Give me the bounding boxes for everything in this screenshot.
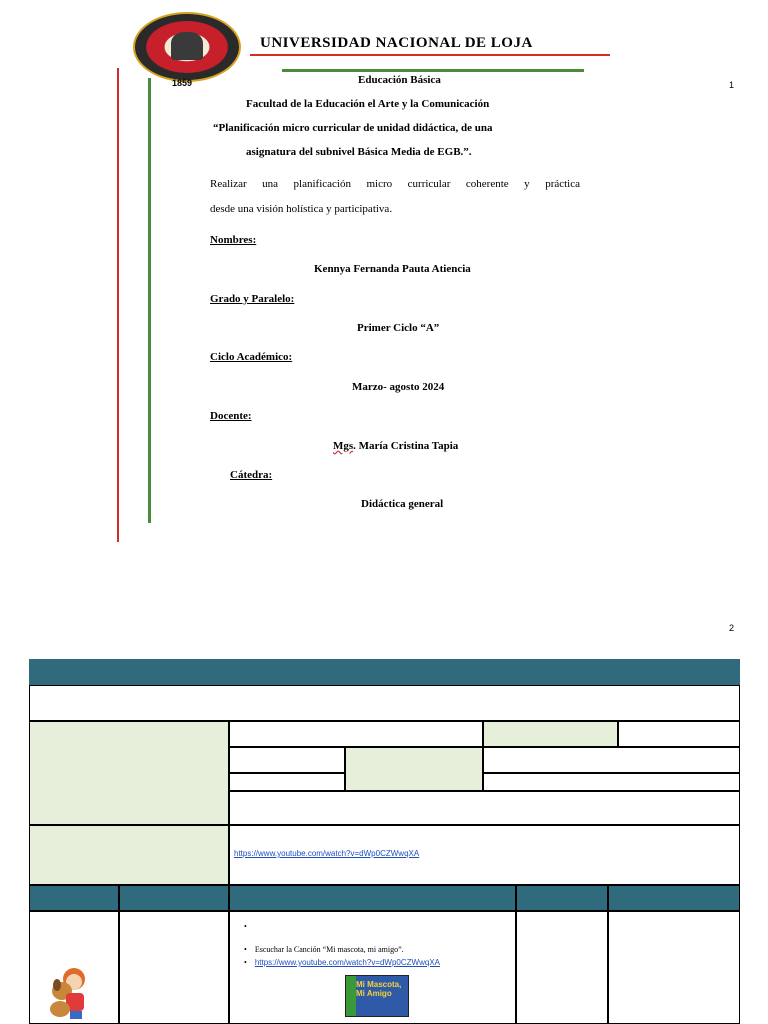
- column-header: [229, 885, 516, 911]
- child-with-dog-icon: [48, 965, 94, 1021]
- value-cell: [483, 773, 740, 791]
- university-title: UNIVERSIDAD NACIONAL DE LOJA: [260, 35, 533, 51]
- label-cell-green-2: [483, 721, 618, 747]
- title-line-2: asignatura del subnivel Básica Media de EGB.”.: [246, 146, 472, 158]
- teacher-prefix: Mgs: [333, 440, 354, 452]
- course-label: Cátedra:: [230, 469, 273, 481]
- column-header: [29, 885, 119, 911]
- table-cell: [608, 911, 740, 1024]
- names-label: Nombres:: [210, 234, 257, 246]
- label-cell-green-4: [29, 825, 229, 885]
- song-thumbnail[interactable]: [345, 975, 409, 1017]
- seal-emblem-icon: [171, 32, 203, 60]
- cycle-label: Ciclo Académico:: [210, 351, 293, 363]
- resource-cell: [229, 825, 740, 885]
- header-red-rule: [250, 54, 610, 56]
- table-cell: [516, 911, 608, 1024]
- seal-year: 1859: [172, 78, 193, 88]
- value-cell: [229, 721, 483, 747]
- column-header: [119, 885, 229, 911]
- page-number-1: 1: [729, 80, 735, 90]
- thumbnail-stripe: [346, 976, 356, 1016]
- page-number-2: 2: [729, 623, 735, 633]
- value-cell: [229, 773, 345, 791]
- university-seal: [133, 12, 241, 82]
- cycle-value: Marzo- agosto 2024: [352, 381, 445, 393]
- label-cell-green-3: [345, 747, 483, 791]
- bullet-song: • Escuchar la Canción “Mi mascota, mi amigo”.: [244, 945, 404, 954]
- column-header: [608, 885, 740, 911]
- bullet-link-item: • https://www.youtube.com/watch?v=dWp0CZWwqXA: [244, 958, 440, 967]
- column-header: [516, 885, 608, 911]
- course-value: Didáctica general: [361, 498, 444, 510]
- grade-label: Grado y Paralelo:: [210, 293, 295, 305]
- song-text: Escuchar la Canción “Mi mascota, mi amigo”.: [254, 945, 404, 954]
- table-cell: [119, 911, 229, 1024]
- value-cell: [483, 747, 740, 773]
- header-green-rule: [282, 69, 584, 72]
- program-name: Educación Básica: [358, 74, 441, 86]
- grade-value: Primer Ciclo “A”: [357, 322, 440, 334]
- table-row-info: [29, 685, 740, 721]
- teacher-value: [333, 440, 458, 452]
- teacher-label: Docente:: [210, 410, 252, 422]
- objective-line-2: desde una visión holística y participativa.: [210, 203, 393, 215]
- thumbnail-text: Mi Mascota, Mi Amigo: [356, 980, 402, 998]
- margin-red-rule: [117, 68, 119, 542]
- song-link[interactable]: https://www.youtube.com/watch?v=dWp0CZWwqXA: [254, 958, 440, 967]
- value-cell: [229, 747, 345, 773]
- resource-link[interactable]: https://www.youtube.com/watch?v=dWp0CZWwqXA: [234, 849, 420, 858]
- label-cell-green-1: [29, 721, 229, 825]
- title-line-1: “Planificación micro curricular de unidad didáctica, de una: [213, 122, 493, 134]
- names-value: Kennya Fernanda Pauta Atiencia: [314, 263, 471, 275]
- bullet-empty: •: [244, 922, 247, 931]
- margin-green-rule: [148, 78, 151, 523]
- objective-line-1: Realizar una planificación micro curricular coherente y práctica: [210, 178, 580, 190]
- table-title-bar: [29, 659, 740, 685]
- value-cell-wide: [229, 791, 740, 825]
- faculty-name: Facultad de la Educación el Arte y la Comunicación: [246, 98, 490, 110]
- teacher-name: . María Cristina Tapia: [353, 440, 459, 452]
- value-cell: [618, 721, 740, 747]
